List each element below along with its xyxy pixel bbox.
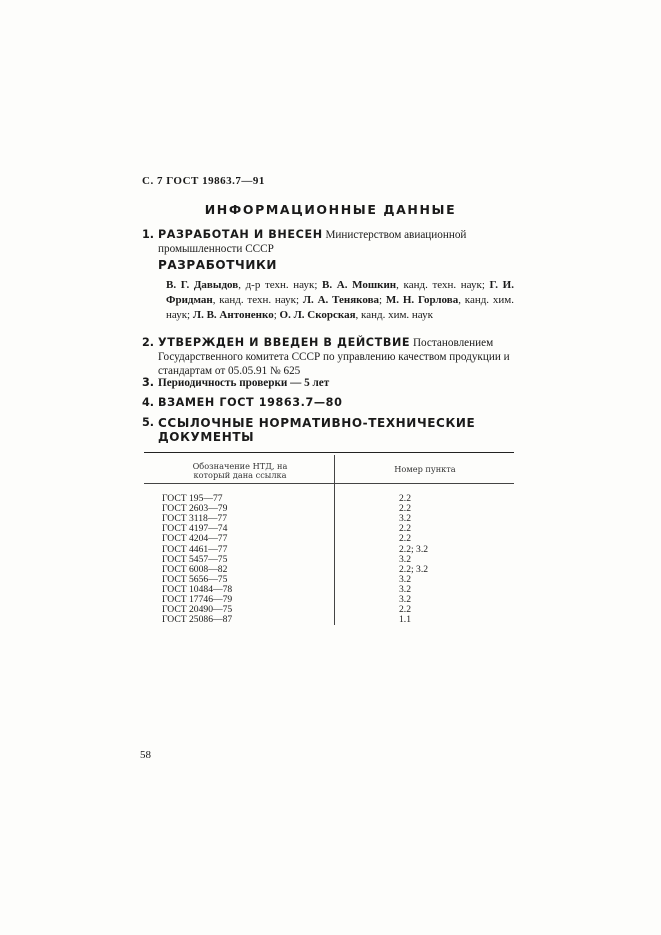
developer-title: , канд. техн. наук; (212, 294, 303, 307)
row-clause: 2.2 (399, 523, 411, 535)
item-caps: УТВЕРЖДЕН И ВВЕДЕН В ДЕЙСТВИЕ (158, 336, 411, 349)
row-document: ГОСТ 4197—74 (162, 523, 228, 535)
row-clause: 2.2 (399, 493, 411, 504)
developer-name: Г. И. Фридман (166, 279, 514, 307)
developers-heading: РАЗРАБОТЧИКИ (158, 258, 278, 272)
row-document: ГОСТ 4461—77 (162, 543, 228, 555)
row-clause: 2.2 (399, 533, 411, 545)
item-number: 2. (142, 336, 155, 349)
section-title: ИНФОРМАЦИОННЫЕ ДАННЫЕ (204, 202, 457, 217)
developer-name: М. Н. Горлова (385, 294, 459, 307)
item-text: Министерством авиационной промышленности СССР (158, 229, 467, 255)
table-top-rule (144, 452, 514, 453)
developer-name: О. Л. Скорская (279, 309, 356, 322)
table-header-rule (144, 483, 514, 484)
item-caps: РАЗРАБОТАН И ВНЕСЕН (158, 228, 323, 241)
row-document: ГОСТ 5457—75 (162, 553, 228, 565)
developer-name: В. А. Мошкин (322, 279, 397, 291)
page-number: 58 (140, 749, 151, 761)
row-clause: 2.2 (399, 604, 411, 616)
row-document: ГОСТ 17746—79 (162, 594, 233, 605)
developer-name: В. Г. Давыдов (166, 279, 239, 291)
info-item-4 (142, 396, 514, 410)
row-clause: 2.2; 3.2 (399, 563, 429, 575)
row-clause: 3.2 (399, 583, 411, 595)
row-clause: 3.2 (399, 553, 411, 565)
developer-title: , канд. хим. наук; (166, 294, 514, 322)
row-clause: 3.2 (399, 573, 411, 585)
row-clause: 3.2 (399, 513, 411, 525)
developer-title: , канд. хим. наук (355, 309, 433, 322)
row-document: ГОСТ 6008—82 (162, 563, 228, 575)
item-text: Периодичность проверки — 5 лет (158, 377, 330, 389)
info-item-1 (142, 228, 514, 256)
row-document: ГОСТ 5656—75 (162, 573, 228, 585)
row-clause: 2.2 (399, 503, 411, 515)
developer-name: Л. В. Антоненко (192, 309, 274, 322)
row-document: ГОСТ 10484—78 (162, 583, 233, 595)
info-item-3 (142, 376, 514, 390)
info-item-5 (142, 416, 512, 444)
row-document: ГОСТ 2603—79 (162, 503, 228, 515)
row-document: ГОСТ 4204—77 (162, 533, 228, 545)
row-clause: 3.2 (399, 594, 411, 605)
row-document: ГОСТ 20490—75 (162, 604, 233, 616)
row-document: ГОСТ 3118—77 (162, 513, 228, 525)
table-header-designation: Обозначение НТД, на который дана ссылка (192, 461, 288, 480)
table-header-clause: Номер пункта (394, 464, 456, 474)
item-number: 4. (142, 396, 155, 409)
row-document: ГОСТ 195—77 (162, 493, 223, 504)
developers-list (166, 278, 514, 324)
row-document: ГОСТ 25086—87 (162, 614, 233, 626)
item-caps: ССЫЛОЧНЫЕ НОРМАТИВНО-ТЕХНИЧЕСКИЕ ДОКУМЕНТЫ (158, 416, 476, 444)
developer-title: ; (273, 309, 280, 322)
item-text: Постановлением Государственного комитета СССР по управлению качеством продукции и стандартам от 05.05.91 № 625 (158, 337, 510, 377)
document-reference: С. 7 ГОСТ 19863.7—91 (142, 175, 265, 187)
info-item-2 (142, 336, 514, 378)
developer-title: , д-р техн. наук; (238, 279, 323, 291)
row-clause: 1.1 (399, 614, 411, 626)
item-caps: ВЗАМЕН ГОСТ 19863.7—80 (158, 396, 343, 409)
table-column-divider (334, 455, 335, 625)
item-number: 3. (142, 376, 155, 389)
developer-title: ; (379, 294, 386, 307)
developer-title: , канд. техн. наук; (396, 279, 490, 291)
row-clause: 2.2; 3.2 (399, 543, 429, 555)
developer-name: Л. А. Тенякова (302, 294, 380, 307)
item-number: 5. (142, 416, 155, 429)
item-number: 1. (142, 228, 155, 241)
